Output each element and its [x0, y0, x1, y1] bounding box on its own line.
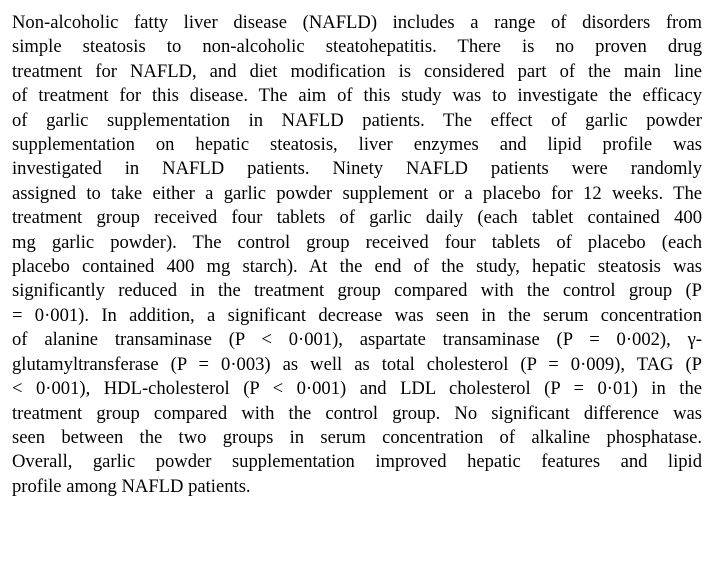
abstract-line: = 0·001). In addition, a significant decrease was seen in the serum concentration — [12, 304, 702, 326]
abstract-line: < 0·001), HDL-cholesterol (P < 0·001) and LDL cholesterol (P = 0·01) in the — [12, 378, 702, 400]
abstract-line: mg garlic powder). The control group received four tablets of placebo (each — [12, 231, 702, 253]
abstract-line: significantly reduced in the treatment group compared with the control group (P — [12, 280, 702, 302]
abstract-line: supplementation on hepatic steatosis, liver enzymes and lipid profile was — [12, 134, 702, 156]
abstract-line: investigated in NAFLD patients. Ninety NAFLD patients were randomly — [12, 158, 702, 180]
abstract-line: treatment group compared with the control group. No significant difference was — [12, 402, 702, 424]
abstract-line: treatment for NAFLD, and diet modification is considered part of the main line — [12, 60, 702, 82]
abstract-line: assigned to take either a garlic powder supplement or a placebo for 12 weeks. The — [12, 182, 702, 204]
abstract-line: Overall, garlic powder supplementation improved hepatic features and lipid — [12, 451, 702, 473]
abstract-line: of alanine transaminase (P < 0·001), aspartate transaminase (P = 0·002), γ- — [12, 329, 702, 351]
abstract-line: treatment group received four tablets of garlic daily (each tablet contained 400 — [12, 207, 702, 229]
abstract-line: seen between the two groups in serum concentration of alkaline phosphatase. — [12, 426, 702, 448]
abstract-line: glutamyltransferase (P = 0·003) as well as total cholesterol (P = 0·009), TAG (P — [12, 353, 702, 375]
abstract-line: of garlic supplementation in NAFLD patients. The effect of garlic powder — [12, 109, 702, 131]
abstract-line: Non-alcoholic fatty liver disease (NAFLD) includes a range of disorders from — [12, 12, 702, 33]
abstract-line: of treatment for this disease. The aim of this study was to investigate the efficacy — [12, 85, 702, 107]
abstract-paragraph — [12, 11, 702, 499]
abstract-line: profile among NAFLD patients. — [12, 475, 251, 497]
abstract-line: simple steatosis to non-alcoholic steatohepatitis. There is no proven drug — [12, 36, 702, 58]
abstract-line: placebo contained 400 mg starch). At the end of the study, hepatic steatosis was — [12, 256, 702, 278]
